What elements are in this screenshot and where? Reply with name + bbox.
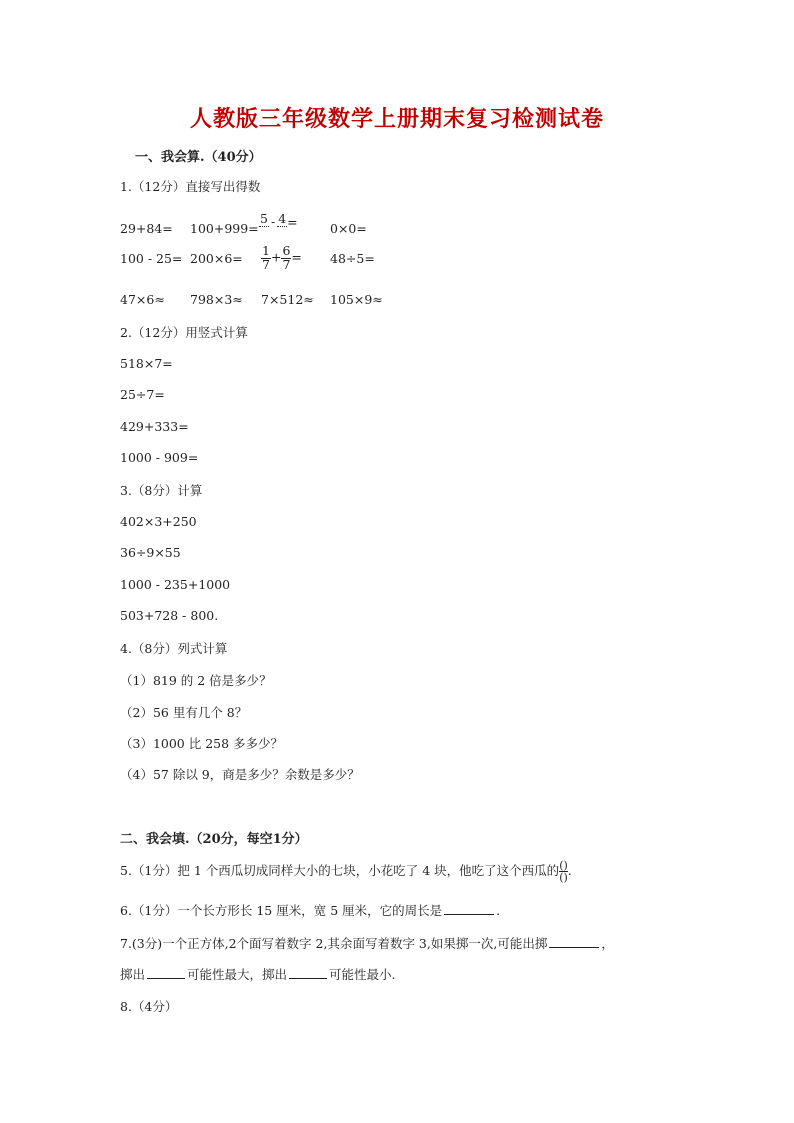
q1-row2-item-4: 48÷5= bbox=[330, 251, 375, 266]
q3-item-4: 503+728 - 800. bbox=[120, 608, 219, 623]
fraction-5: 5 bbox=[259, 213, 269, 233]
q2-item-1: 518×7= bbox=[120, 356, 173, 371]
q2-item-2: 25÷7= bbox=[120, 387, 165, 402]
q3-item-2: 36÷9×55 bbox=[120, 545, 181, 560]
fraction-6-7: $\frac{6}{7}$ bbox=[282, 243, 291, 272]
q2-item-4: 1000 - 909= bbox=[120, 450, 199, 465]
q2-item-3: 429+333= bbox=[120, 419, 189, 434]
section-heading-1: 一、我会算.（40分） bbox=[135, 150, 262, 165]
question-7-line-1: 7.(3分)一个正方体,2个面写着数字 2,其余面写着数字 3,如果掷一次,可能出掷 ， bbox=[120, 936, 614, 951]
answer-blank-perimeter[interactable] bbox=[444, 902, 494, 915]
question-6: 6.（1分）一个长方形长 15 厘米，宽 5 厘米，它的周长是 . bbox=[120, 903, 501, 918]
q4-item-4: （4）57 除以 9，商是多少？余数是多少？ bbox=[120, 767, 360, 782]
q3-item-3: 1000 - 235+1000 bbox=[120, 577, 231, 592]
answer-fraction-blank[interactable]: $\frac{()}{()}$ bbox=[559, 859, 568, 884]
question-8-label: 8.（4分） bbox=[120, 999, 178, 1014]
fraction-1-7: $\frac{1}{7}$ bbox=[262, 243, 270, 272]
q1-row3-item-1: 47×6≈ bbox=[120, 292, 165, 307]
page-title: 人教版三年级数学上册期末复习检测试卷 bbox=[189, 107, 604, 132]
q1-row2-item-2: 200×6= bbox=[190, 251, 243, 266]
section-heading-2: 二、我会填.（20分，每空1分） bbox=[120, 832, 308, 847]
question-3-label: 3.（8分）计算 bbox=[120, 483, 203, 498]
q1-row3-item-4: 105×9≈ bbox=[330, 292, 383, 307]
q1-row2-item-1: 100 - 25= bbox=[120, 251, 183, 266]
q1-fraction-addition: $\frac{1}{7}$ + $\frac{6}{7}$ = bbox=[262, 243, 302, 272]
q1-row1-item-1: 29+84= bbox=[120, 221, 173, 236]
answer-blank-least-likely[interactable] bbox=[289, 966, 327, 979]
answer-blank-outcomes[interactable] bbox=[549, 935, 599, 948]
q1-row3-item-2: 798×3≈ bbox=[190, 292, 243, 307]
q1-fraction-subtraction: 5 - 4 = bbox=[259, 213, 298, 233]
q1-row3-item-3: 7×512≈ bbox=[261, 292, 314, 307]
question-1-label: 1.（12分）直接写出得数 bbox=[120, 179, 261, 194]
question-2-label: 2.（12分）用竖式计算 bbox=[120, 325, 248, 340]
q4-item-2: （2）56 里有几个 8？ bbox=[120, 705, 248, 720]
answer-blank-most-likely[interactable] bbox=[147, 966, 185, 979]
fraction-4: 4 bbox=[277, 213, 287, 233]
q4-item-1: （1）819 的 2 倍是多少？ bbox=[120, 673, 272, 688]
q1-row1-item-2: 100+999= bbox=[190, 221, 259, 236]
q4-item-3: （3）1000 比 258 多多少？ bbox=[120, 736, 284, 751]
question-4-label: 4.（8分）列式计算 bbox=[120, 641, 228, 656]
q1-row1-item-4: 0×0= bbox=[330, 221, 367, 236]
question-5: 5.（1分）把 1 个西瓜切成同样大小的七块，小花吃了 4 块，他吃了这个西瓜的 $\frac{()}{()}$ . bbox=[120, 859, 572, 884]
q3-item-1: 402×3+250 bbox=[120, 514, 197, 529]
question-7-line-2: 掷出 可能性最大，掷出 可能性最小. bbox=[120, 967, 396, 982]
